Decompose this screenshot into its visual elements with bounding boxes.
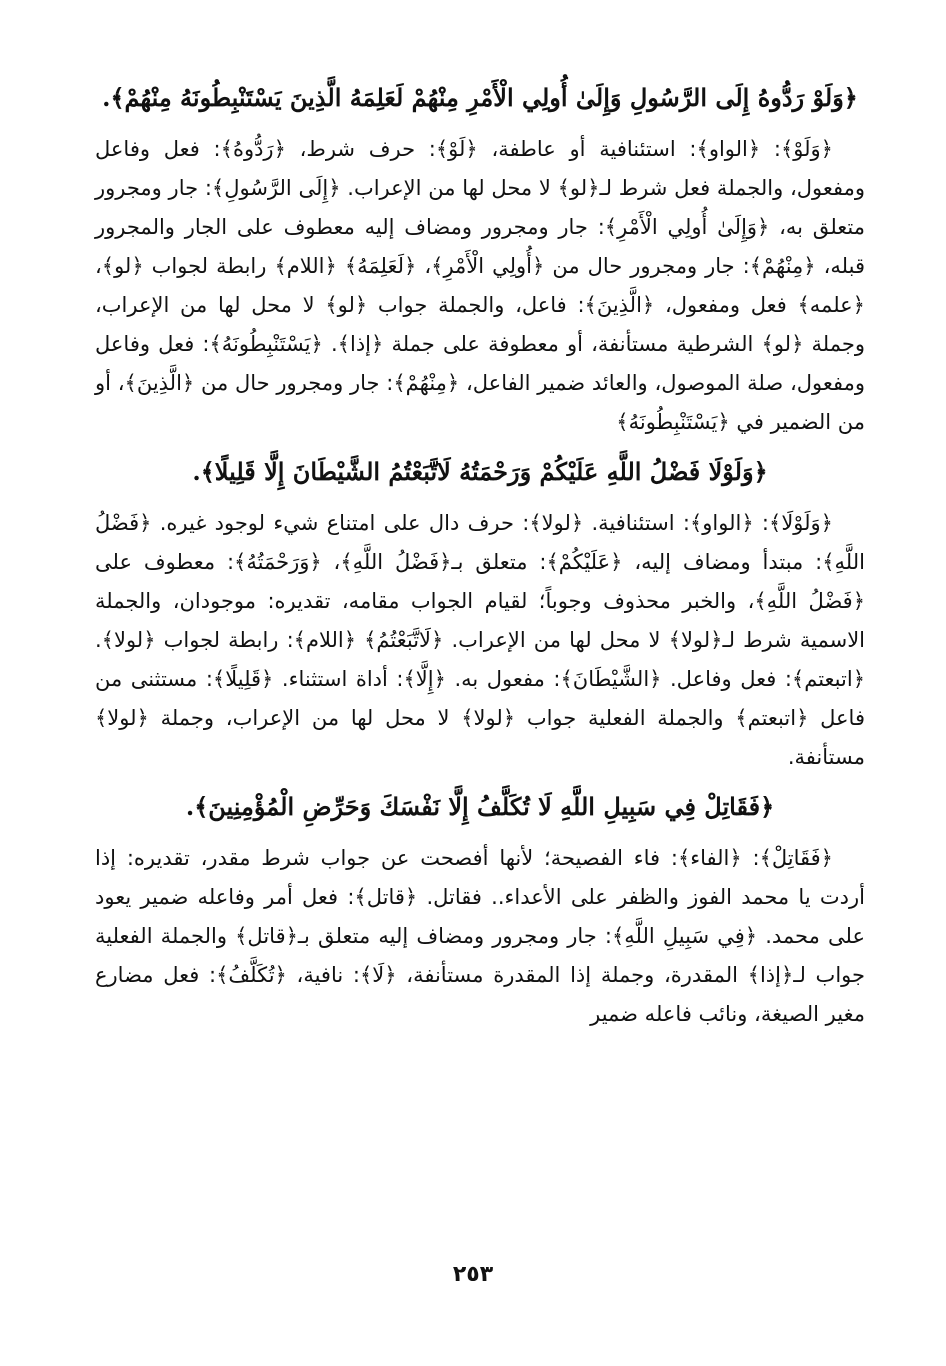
page-body [95,78,865,1044]
quran-verse: ﴿وَلَوْ رَدُّوهُ إِلَى الرَّسُولِ وَإِلَىٰ أُولِي الْأَمْرِ مِنْهُمْ لَعَلِمَهُ الَّذِينَ يَسْتَنْبِطُونَهُ مِنْهُمْ﴾. [102,83,858,112]
grammatical-analysis: ﴿وَلَوْ﴾: ﴿الواو﴾: استئنافية أو عاطفة، ﴿لَوْ﴾: حرف شرط، ﴿رَدُّوهُ﴾: فعل وفاعل ومفعول، والجملة فعل شرط لـ﴿لو﴾ لا محل لها من الإعراب. ﴿إِلَى الرَّسُولِ﴾: جار ومجرور متعلق به، ﴿وَإِلَىٰ أُولِي الْأَمْرِ﴾: جار ومجرور ومضاف إليه معطوف على الجار والمجرور قبله، ﴿مِنْهُمْ﴾: جار ومجرور حال من ﴿أُولِي الْأَمْرِ﴾، ﴿لَعَلِمَهُ﴾ ﴿اللام﴾ رابطة لجواب ﴿لو﴾، ﴿علمه﴾ فعل ومفعول، ﴿الَّذِينَ﴾: فاعل، والجملة جواب ﴿لو﴾ لا محل لها من الإعراب، وجملة ﴿لو﴾ الشرطية مستأنفة، أو معطوفة على جملة ﴿إذا﴾. ﴿يَسْتَنْبِطُونَهُ﴾: فعل وفاعل ومفعول، صلة الموصول، والعائد ضمير الفاعل، ﴿مِنْهُمْ﴾: جار ومجرور حال من ﴿الَّذِينَ﴾، أو من الضمير في ﴿يَسْتَنْبِطُونَهُ﴾ [95,137,865,434]
grammatical-analysis: ﴿فَقَاتِلْ﴾: ﴿الفاء﴾: فاء الفصيحة؛ لأنها أفصحت عن جواب شرط مقدر، تقديره: إذا أردت يا محمد الفوز والظفر على الأعداء.. فقاتل. ﴿قاتل﴾: فعل أمر وفاعله ضمير يعود على محمد. ﴿فِي سَبِيلِ اللَّهِ﴾: جار ومجرور ومضاف إليه متعلق بـ﴿قاتل﴾ والجملة الفعلية جواب لـ﴿إذا﴾ المقدرة، وجملة إذا المقدرة مستأنفة، ﴿لَا﴾: نافية، ﴿تُكَلَّفُ﴾: فعل مضارع مغير الصيغة، ونائب فاعله ضمير [95,846,865,1026]
page-number: ٢٥٣ [452,1262,494,1287]
quran-verse: ﴿وَلَوْلَا فَضْلُ اللَّهِ عَلَيْكُمْ وَرَحْمَتُهُ لَاتَّبَعْتُمُ الشَّيْطَانَ إِلَّا قَلِيلًا﴾. [192,457,768,486]
grammatical-analysis: ﴿وَلَوْلَا﴾: ﴿الواو﴾: استئنافية. ﴿لولا﴾: حرف دال على امتناع شيء لوجود غيره. ﴿فَضْلُ اللَّهِ﴾: مبتدأ ومضاف إليه، ﴿عَلَيْكُمْ﴾: متعلق بـ﴿فَضْلُ اللَّهِ﴾، ﴿وَرَحْمَتُهُ﴾: معطوف على ﴿فَضْلُ اللَّهِ﴾، والخبر محذوف وجوباً؛ لقيام الجواب مقامه، تقديره: موجودان، والجملة الاسمية شرط لـ﴿لولا﴾ لا محل لها من الإعراب. ﴿لَاتَّبَعْتُمُ﴾ ﴿اللام﴾: رابطة لجواب ﴿لولا﴾. ﴿اتبعتم﴾: فعل وفاعل. ﴿الشَّيْطَانَ﴾: مفعول به. ﴿إِلَّا﴾: أداة استثناء. ﴿قَلِيلًا﴾: مستثنى من فاعل ﴿اتبعتم﴾ والجملة الفعلية جواب ﴿لولا﴾ لا محل لها من الإعراب، وجملة ﴿لولا﴾ مستأنفة. [95,511,865,769]
quran-verse: ﴿فَقَاتِلْ فِي سَبِيلِ اللَّهِ لَا تُكَلَّفُ إِلَّا نَفْسَكَ وَحَرِّضِ الْمُؤْمِنِينَ﴾. [185,792,775,821]
